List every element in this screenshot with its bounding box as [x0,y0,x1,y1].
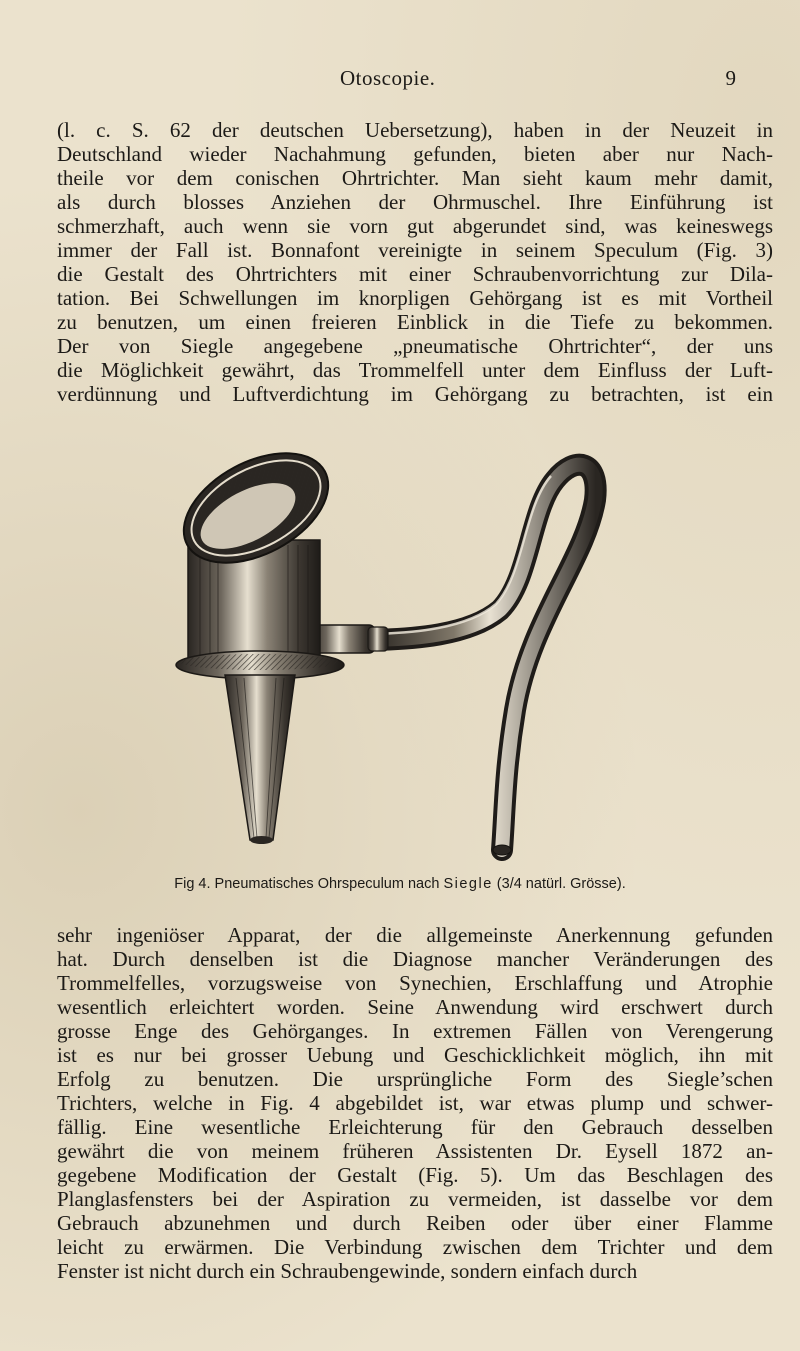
text-line: theile vor dem conischen Ohrtrichter. Man sieht kaum mehr damit, [57,166,773,190]
text-line: wesentlich erleichtert worden. Seine Anwendung wird erschwert durch [57,995,773,1019]
text-line: Planglasfensters bei der Aspiration zu vermeiden, ist dasselbe vor dem [57,1187,773,1211]
text-line: Gebrauch abzunehmen und durch Reiben oder über einer Flamme [57,1211,773,1235]
figure-caption [0,876,800,892]
siegle-speculum-drawing [170,420,610,865]
caption-prefix: Fig 4. [174,876,211,892]
caption-text: Pneumatisches Ohrspeculum nach [214,876,440,892]
text-line: Der von Siegle angegebene „pneumatische Ohrtrichter“, der uns [57,334,773,358]
text-line: zu benutzen, um einen freieren Einblick in die Tiefe zu bekommen. [57,310,773,334]
text-line: Trommelfelles, vorzugsweise von Synechien, Erschlaffung und Atrophie [57,971,773,995]
text-line: immer der Fall ist. Bonnafont vereinigte in seinem Speculum (Fig. 3) [57,238,773,262]
text-line: gewährt die von meinem früheren Assistenten Dr. Eysell 1872 an- [57,1139,773,1163]
text-line: die Möglichkeit gewährt, das Trommelfell unter dem Einfluss der Luft- [57,358,773,382]
text-line: als durch blosses Anziehen der Ohrmuschel. Ihre Einführung ist [57,190,773,214]
paragraph-bottom [57,923,773,1283]
text-line: (l. c. S. 62 der deutschen Uebersetzung), haben in der Neuzeit in [57,118,773,142]
running-title: Otoscopie. [340,66,436,90]
text-line: ist es nur bei grosser Uebung und Geschicklichkeit möglich, ihn mit [57,1043,773,1067]
text-line: verdünnung und Luftverdichtung im Gehörgang zu betrachten, ist ein [57,382,773,406]
text-line: grosse Enge des Gehörganges. In extremen Fällen von Verengerung [57,1019,773,1043]
text-line: leicht zu erwärmen. Die Verbindung zwischen dem Trichter und dem [57,1235,773,1259]
text-line: tation. Bei Schwellungen im knorpligen Gehörgang ist es mit Vortheil [57,286,773,310]
text-line: fällig. Eine wesentliche Erleichterung für den Gebrauch desselben [57,1115,773,1139]
caption-name: Siegle [443,876,493,892]
otoscope-illustration [170,420,610,865]
text-line: hat. Durch denselben ist die Diagnose mancher Veränderungen des [57,947,773,971]
text-line: Fenster ist nicht durch ein Schraubengewinde, sondern einfach durch [57,1259,638,1283]
text-line: gegebene Modification der Gestalt (Fig. 5). Um das Beschlagen des [57,1163,773,1187]
text-line: die Gestalt des Ohrtrichters mit einer Schraubenvorrichtung zur Dila- [57,262,773,286]
running-head [0,66,800,96]
paragraph-top [57,118,773,406]
caption-suffix: (3/4 natürl. Grösse). [496,876,626,892]
page-number: 9 [725,66,736,90]
text-line: schmerzhaft, auch wenn sie vorn gut abgerundet sind, was keineswegs [57,214,773,238]
text-line: Erfolg zu benutzen. Die ursprüngliche Form des Siegle’schen [57,1067,773,1091]
text-line: Deutschland wieder Nachahmung gefunden, bieten aber nur Nach- [57,142,773,166]
text-line: sehr ingeniöser Apparat, der die allgemeinste Anerkennung gefunden [57,923,773,947]
text-line: Trichters, welche in Fig. 4 abgebildet ist, war etwas plump und schwer- [57,1091,773,1115]
